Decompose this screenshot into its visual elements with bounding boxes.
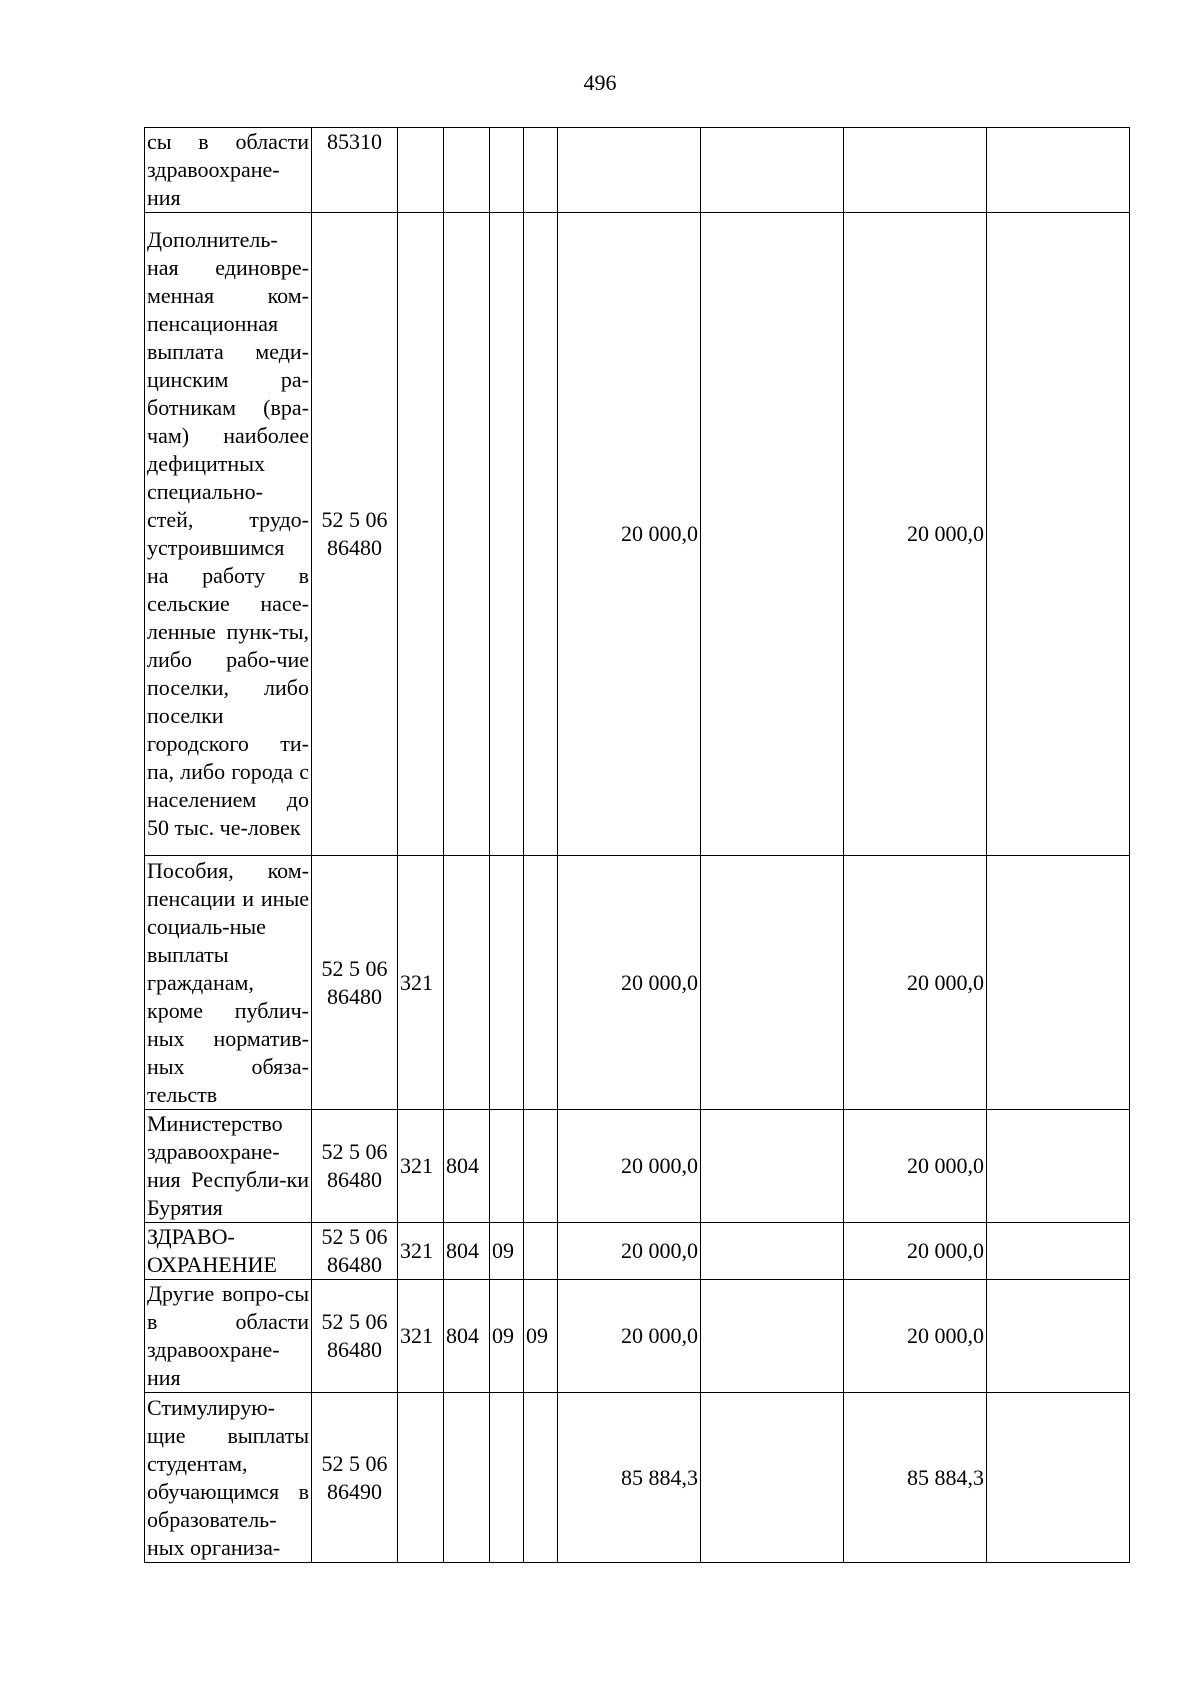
table-row	[145, 1110, 1130, 1223]
amount-1: 20 000,0	[558, 1223, 701, 1280]
amount-4	[987, 213, 1130, 856]
section-code: 09	[490, 1223, 524, 1280]
expense-type-code	[398, 128, 444, 213]
amount-2	[701, 856, 844, 1110]
table-row	[145, 1280, 1130, 1393]
amount-1	[558, 128, 701, 213]
row-description: Стимулирую-щие выплаты студентам, обучающимся в образователь-ных организа-	[145, 1393, 312, 1563]
subsection-code	[524, 1393, 558, 1563]
row-description: Другие вопро-сы в области здравоохране-ния	[145, 1280, 312, 1393]
table-row	[145, 1223, 1130, 1280]
row-description: Пособия, ком-пенсации и иные социаль-ные выплаты гражданам, кроме публич-ных норматив-ных обяза-тельств	[145, 856, 312, 1110]
amount-1: 20 000,0	[558, 1280, 701, 1393]
section-code	[490, 128, 524, 213]
amount-2	[701, 213, 844, 856]
subsection-code	[524, 213, 558, 856]
target-article-code: 85310	[312, 128, 398, 213]
expense-type-code: 321	[398, 1223, 444, 1280]
table-row	[145, 856, 1130, 1110]
ministry-code	[444, 213, 490, 856]
ministry-code: 804	[444, 1223, 490, 1280]
ministry-code: 804	[444, 1110, 490, 1223]
subsection-code	[524, 1110, 558, 1223]
subsection-code	[524, 128, 558, 213]
amount-4	[987, 128, 1130, 213]
amount-3: 20 000,0	[844, 1280, 987, 1393]
expense-type-code: 321	[398, 856, 444, 1110]
amount-1: 20 000,0	[558, 1110, 701, 1223]
amount-2	[701, 1280, 844, 1393]
target-article-code: 52 5 06 86480	[312, 1280, 398, 1393]
row-description: сы в области здравоохране-ния	[145, 128, 312, 213]
amount-1: 20 000,0	[558, 213, 701, 856]
subsection-code	[524, 1223, 558, 1280]
target-article-code: 52 5 06 86480	[312, 213, 398, 856]
amount-3: 20 000,0	[844, 856, 987, 1110]
subsection-code: 09	[524, 1280, 558, 1393]
section-code	[490, 1393, 524, 1563]
table-row	[145, 1393, 1130, 1563]
table-row	[145, 213, 1130, 856]
target-article-code: 52 5 06 86490	[312, 1393, 398, 1563]
amount-1: 20 000,0	[558, 856, 701, 1110]
amount-3: 20 000,0	[844, 213, 987, 856]
expense-type-code: 321	[398, 1110, 444, 1223]
amount-2	[701, 128, 844, 213]
amount-2	[701, 1393, 844, 1563]
table-row	[145, 128, 1130, 213]
row-description: Министерство здравоохране-ния Республи-ки Бурятия	[145, 1110, 312, 1223]
page-number: 496	[583, 70, 617, 95]
section-code: 09	[490, 1280, 524, 1393]
amount-2	[701, 1110, 844, 1223]
budget-table	[144, 127, 1130, 1563]
amount-3	[844, 128, 987, 213]
row-description: Дополнитель-ная единовре-менная ком-пенсационная выплата меди-цинским ра-ботникам (вра-чам) наиболее дефицитных специально-стей, трудо-устроившимся на работу в сельские насе-ленные пунк-ты, либо рабо-чие поселки, либо поселки городского ти-па, либо города с населением до 50 тыс. че-ловек	[145, 213, 312, 856]
expense-type-code: 321	[398, 1280, 444, 1393]
expense-type-code	[398, 1393, 444, 1563]
section-code	[490, 1110, 524, 1223]
expense-type-code	[398, 213, 444, 856]
amount-4	[987, 856, 1130, 1110]
amount-4	[987, 1280, 1130, 1393]
amount-4	[987, 1223, 1130, 1280]
target-article-code: 52 5 06 86480	[312, 1223, 398, 1280]
ministry-code	[444, 856, 490, 1110]
amount-3: 20 000,0	[844, 1223, 987, 1280]
section-code	[490, 213, 524, 856]
section-code	[490, 856, 524, 1110]
amount-4	[987, 1110, 1130, 1223]
subsection-code	[524, 856, 558, 1110]
ministry-code	[444, 1393, 490, 1563]
row-description: ЗДРАВО-ОХРАНЕНИЕ	[145, 1223, 312, 1280]
amount-3: 20 000,0	[844, 1110, 987, 1223]
ministry-code: 804	[444, 1280, 490, 1393]
target-article-code: 52 5 06 86480	[312, 856, 398, 1110]
target-article-code: 52 5 06 86480	[312, 1110, 398, 1223]
amount-1: 85 884,3	[558, 1393, 701, 1563]
amount-2	[701, 1223, 844, 1280]
amount-4	[987, 1393, 1130, 1563]
ministry-code	[444, 128, 490, 213]
amount-3: 85 884,3	[844, 1393, 987, 1563]
